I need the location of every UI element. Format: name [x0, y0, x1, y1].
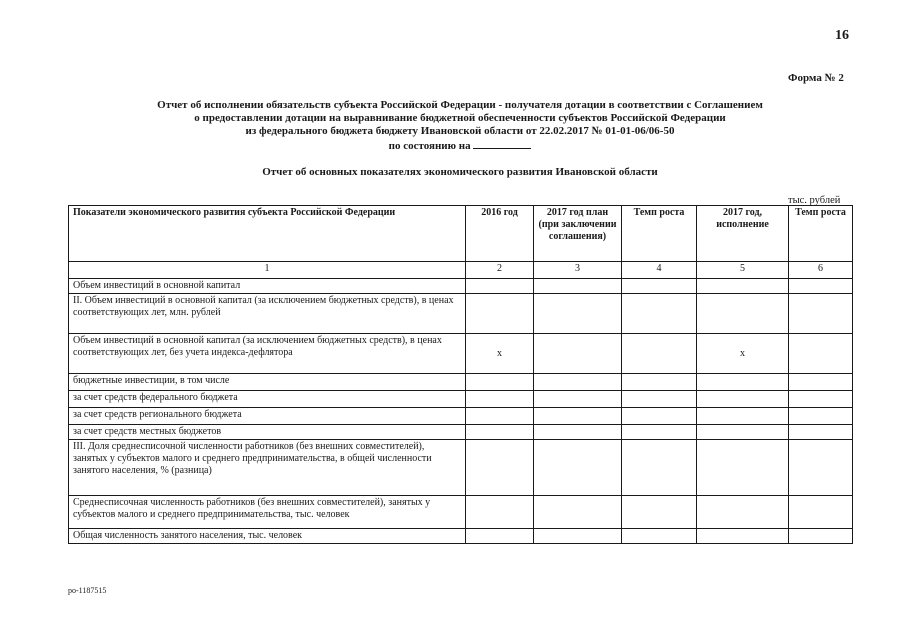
cell-growth-rate-plan — [622, 408, 697, 425]
cell-growth-rate-plan — [622, 374, 697, 391]
cell-2017-plan — [534, 334, 622, 374]
cell-2017-actual — [697, 279, 789, 294]
cell-2017-plan — [534, 408, 622, 425]
cell-growth-rate-actual — [789, 391, 853, 408]
header-growth-rate-plan: Темп роста — [622, 206, 697, 262]
report-title — [60, 99, 860, 153]
cell-2016 — [466, 279, 534, 294]
report-subtitle: Отчет об основных показателях экономического развития Ивановской области — [262, 166, 658, 178]
cell-growth-rate-actual — [789, 294, 853, 334]
column-numbers-row — [69, 262, 853, 279]
cell-2017-actual — [697, 294, 789, 334]
header-2017-actual: 2017 год, исполнение — [697, 206, 789, 262]
table-row — [69, 294, 853, 334]
row-label: Объем инвестиций в основной капитал — [69, 279, 466, 294]
title-line-4 — [60, 138, 860, 153]
cell-2017-plan — [534, 374, 622, 391]
cell-growth-rate-plan — [622, 425, 697, 440]
as-of-label: по состоянию на — [388, 140, 471, 152]
title-line-3: из федерального бюджета бюджету Ивановской области от 22.02.2017 № 01-01-06/06-50 — [245, 125, 675, 137]
cell-2017-actual — [697, 408, 789, 425]
cell-growth-rate-plan — [622, 334, 697, 374]
row-label: за счет средств регионального бюджета — [69, 408, 466, 425]
title-line-2: о предоставлении дотации на выравнивание бюджетной обеспеченности субъектов Российской Федерации — [194, 112, 726, 124]
cell-2017-plan — [534, 425, 622, 440]
row-label: за счет средств федерального бюджета — [69, 391, 466, 408]
cell-2017-plan — [534, 440, 622, 496]
cell-growth-rate-plan — [622, 496, 697, 529]
cell-growth-rate-actual — [789, 425, 853, 440]
cell-2017-actual: x — [697, 334, 789, 374]
cell-2017-actual — [697, 425, 789, 440]
col-number: 1 — [69, 262, 466, 279]
table-row — [69, 391, 853, 408]
table-row — [69, 529, 853, 544]
cell-2016 — [466, 440, 534, 496]
table-row — [69, 334, 853, 374]
cell-2017-plan — [534, 391, 622, 408]
row-label: за счет средств местных бюджетов — [69, 425, 466, 440]
cell-2017-actual — [697, 440, 789, 496]
cell-2016 — [466, 408, 534, 425]
col-number: 2 — [466, 262, 534, 279]
table-row — [69, 374, 853, 391]
col-number: 4 — [622, 262, 697, 279]
as-of-date-blank — [473, 138, 531, 149]
row-label: Среднесписочная численность работников (без внешних совместителей), занятых у субъектов малого и среднего предпринимательства, тыс. человек — [69, 496, 466, 529]
cell-growth-rate-actual — [789, 279, 853, 294]
header-row — [69, 206, 853, 262]
cell-growth-rate-plan — [622, 440, 697, 496]
page-number: 16 — [835, 28, 849, 43]
header-2017-plan: 2017 год план (при заключении соглашения) — [534, 206, 622, 262]
cell-2017-actual — [697, 496, 789, 529]
cell-2016 — [466, 496, 534, 529]
cell-2017-actual — [697, 374, 789, 391]
cell-growth-rate-actual — [789, 334, 853, 374]
cell-2017-actual — [697, 391, 789, 408]
cell-2016 — [466, 294, 534, 334]
header-indicator: Показатели экономического развития субъекта Российской Федерации — [69, 206, 466, 262]
cell-growth-rate-actual — [789, 440, 853, 496]
table-row — [69, 440, 853, 496]
row-label: бюджетные инвестиции, в том числе — [69, 374, 466, 391]
table-row — [69, 279, 853, 294]
cell-growth-rate-actual — [789, 496, 853, 529]
cell-2016: x — [466, 334, 534, 374]
row-label: Общая численность занятого населения, тыс. человек — [69, 529, 466, 544]
header-2016: 2016 год — [466, 206, 534, 262]
cell-growth-rate-plan — [622, 279, 697, 294]
cell-2016 — [466, 391, 534, 408]
col-number: 5 — [697, 262, 789, 279]
units-label: тыс. рублей — [788, 195, 841, 206]
cell-growth-rate-actual — [789, 408, 853, 425]
cell-growth-rate-plan — [622, 294, 697, 334]
cell-growth-rate-actual — [789, 374, 853, 391]
cell-2017-plan — [534, 279, 622, 294]
cell-2016 — [466, 374, 534, 391]
cell-2017-plan — [534, 529, 622, 544]
title-line-1: Отчет об исполнении обязательств субъекта Российской Федерации - получателя дотации в соответствии с Соглашением — [157, 99, 763, 111]
form-label: Форма № 2 — [788, 72, 844, 84]
col-number: 6 — [789, 262, 853, 279]
cell-2017-actual — [697, 529, 789, 544]
table-row — [69, 425, 853, 440]
indicators-table — [68, 205, 853, 544]
header-growth-rate-actual: Темп роста — [789, 206, 853, 262]
table-row — [69, 496, 853, 529]
cell-growth-rate-plan — [622, 391, 697, 408]
col-number: 3 — [534, 262, 622, 279]
cell-2016 — [466, 425, 534, 440]
row-label: Объем инвестиций в основной капитал (за исключением бюджетных средств), в ценах соответствующих лет, без учета индекса-дефлятора — [69, 334, 466, 374]
cell-2017-plan — [534, 294, 622, 334]
cell-growth-rate-plan — [622, 529, 697, 544]
cell-2016 — [466, 529, 534, 544]
document-code: ро-1187515 — [68, 586, 107, 595]
cell-2017-plan — [534, 496, 622, 529]
table-row — [69, 408, 853, 425]
cell-growth-rate-actual — [789, 529, 853, 544]
row-label: II. Объем инвестиций в основной капитал (за исключением бюджетных средств), в ценах соответствующих лет, млн. рублей — [69, 294, 466, 334]
row-label: III. Доля среднесписочной численности работников (без внешних совместителей), занятых у субъектов малого и среднего предпринимательства, в общей численности занятого населения, % (разница) — [69, 440, 466, 496]
